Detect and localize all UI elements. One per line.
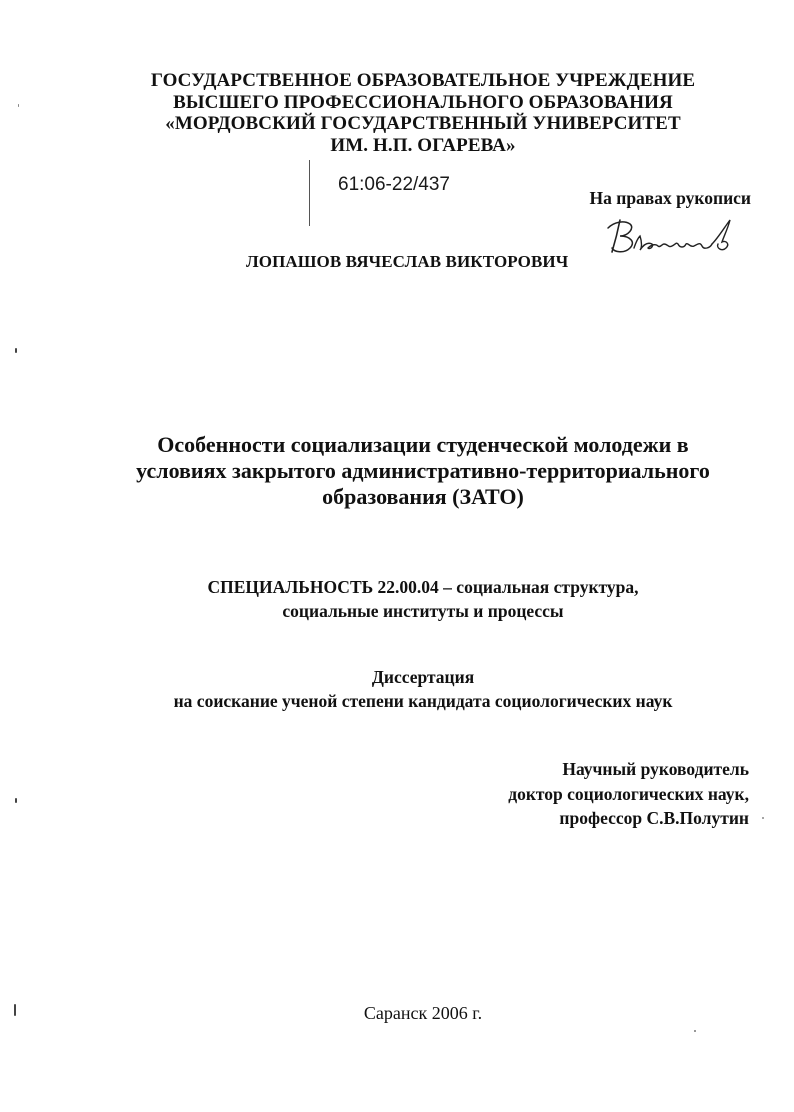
dissertation-block	[80, 665, 766, 713]
dissertation-title	[80, 432, 766, 510]
library-stamp-code: 61:06-22/437	[338, 174, 450, 195]
title-line-3: образования (ЗАТО)	[322, 484, 524, 509]
scan-speck	[15, 798, 17, 803]
dissertation-line-2: на соискание ученой степени кандидата социологических наук	[173, 691, 673, 711]
scan-speck	[14, 1004, 16, 1016]
manuscript-rights-label: На правах рукописи	[589, 188, 751, 208]
author-name: ЛОПАШОВ ВЯЧЕСЛАВ ВИКТОРОВИЧ	[246, 252, 569, 271]
advisor-line-1: Научный руководитель	[562, 759, 749, 779]
specialty-line-1: СПЕЦИАЛЬНОСТЬ 22.00.04 – социальная структура,	[207, 577, 639, 597]
advisor-line-2: доктор социологических наук,	[508, 783, 749, 804]
title-line-1: Особенности социализации студенческой молодежи в	[157, 432, 689, 457]
header-line-3: «МОРДОВСКИЙ ГОСУДАРСТВЕННЫЙ УНИВЕРСИТЕТ	[165, 113, 681, 134]
stamp-divider	[309, 160, 310, 226]
scan-speck	[15, 348, 17, 353]
header-line-2: ВЫСШЕГО ПРОФЕССИОНАЛЬНОГО ОБРАЗОВАНИЯ	[173, 91, 673, 113]
scientific-advisor-block	[508, 757, 749, 831]
specialty-line-2: социальные институты и процессы	[282, 601, 564, 621]
scan-speck	[18, 104, 19, 107]
header-line-1: ГОСУДАРСТВЕННОЕ ОБРАЗОВАТЕЛЬНОЕ УЧРЕЖДЕНИЕ	[150, 70, 696, 91]
title-line-2: условиях закрытого административно-территориального	[136, 458, 710, 483]
scan-speck	[694, 1030, 696, 1032]
place-and-year: Саранск 2006 г.	[363, 1003, 483, 1023]
handwritten-signature	[606, 214, 738, 256]
scan-speck	[762, 817, 764, 819]
dissertation-line-1: Диссертация	[371, 667, 475, 687]
advisor-line-3: профессор С.В.Полутин	[559, 808, 749, 828]
specialty-block	[100, 575, 746, 623]
institution-header	[100, 70, 746, 156]
header-line-4: ИМ. Н.П. ОГАРЕВА»	[330, 134, 516, 156]
